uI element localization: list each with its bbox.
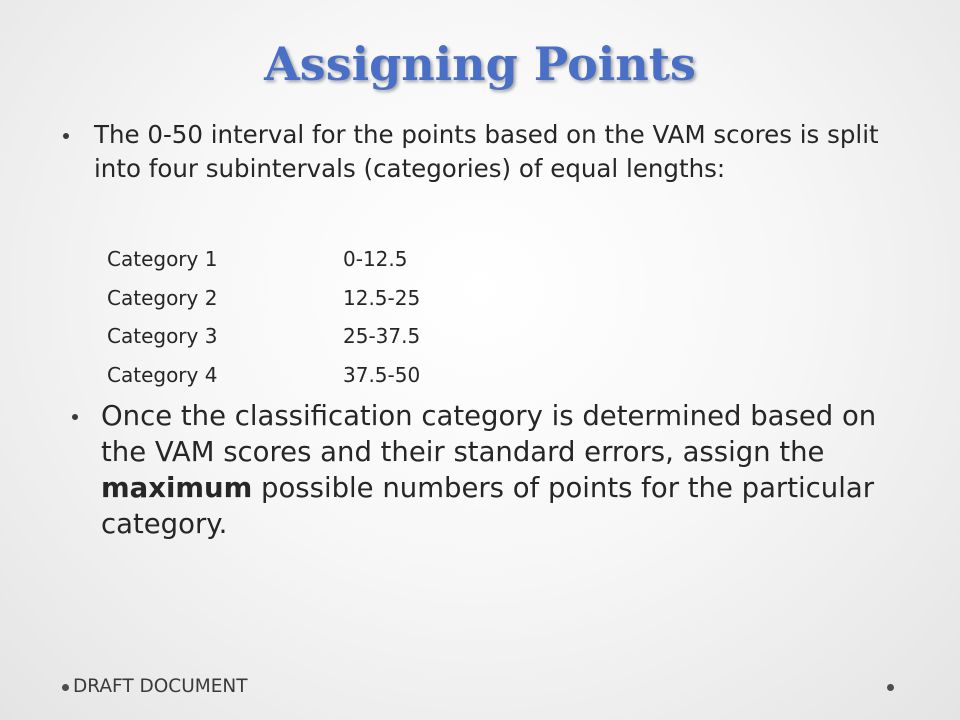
- category-name: Category 3: [107, 324, 218, 349]
- category-name: Category 1: [107, 247, 218, 272]
- category-name: Category 4: [107, 362, 218, 387]
- category-row: [107, 240, 543, 279]
- footer-dot-right: [887, 684, 894, 691]
- bullet-text-end: possible numbers of points for the particular category.: [101, 472, 874, 540]
- footer-dot-left: [62, 684, 69, 691]
- footer-text: DRAFT DOCUMENT: [73, 676, 248, 697]
- category-range: 37.5-50: [343, 362, 421, 387]
- category-row: [107, 356, 543, 395]
- category-range: 0-12.5: [343, 247, 408, 272]
- category-row: [107, 279, 543, 318]
- emphasis-text: maximum: [101, 472, 253, 504]
- category-row: [107, 317, 543, 356]
- bullet-interval-description: The 0-50 interval for the points based on the VAM scores is split into four subintervals (categories) of equal lengths:: [94, 120, 879, 183]
- bullet-dot: [72, 414, 78, 420]
- bullet-text-start: Once the classification category is determined based on the VAM scores and their standard errors, assign the: [101, 400, 877, 468]
- bullet-dot: [63, 133, 69, 139]
- category-range: 12.5-25: [343, 285, 421, 310]
- slide-title: Assigning Points: [264, 37, 696, 91]
- category-name: Category 2: [107, 285, 218, 310]
- category-range: 25-37.5: [343, 324, 421, 349]
- category-table: [107, 240, 543, 394]
- bullet-assign-points: [101, 398, 901, 542]
